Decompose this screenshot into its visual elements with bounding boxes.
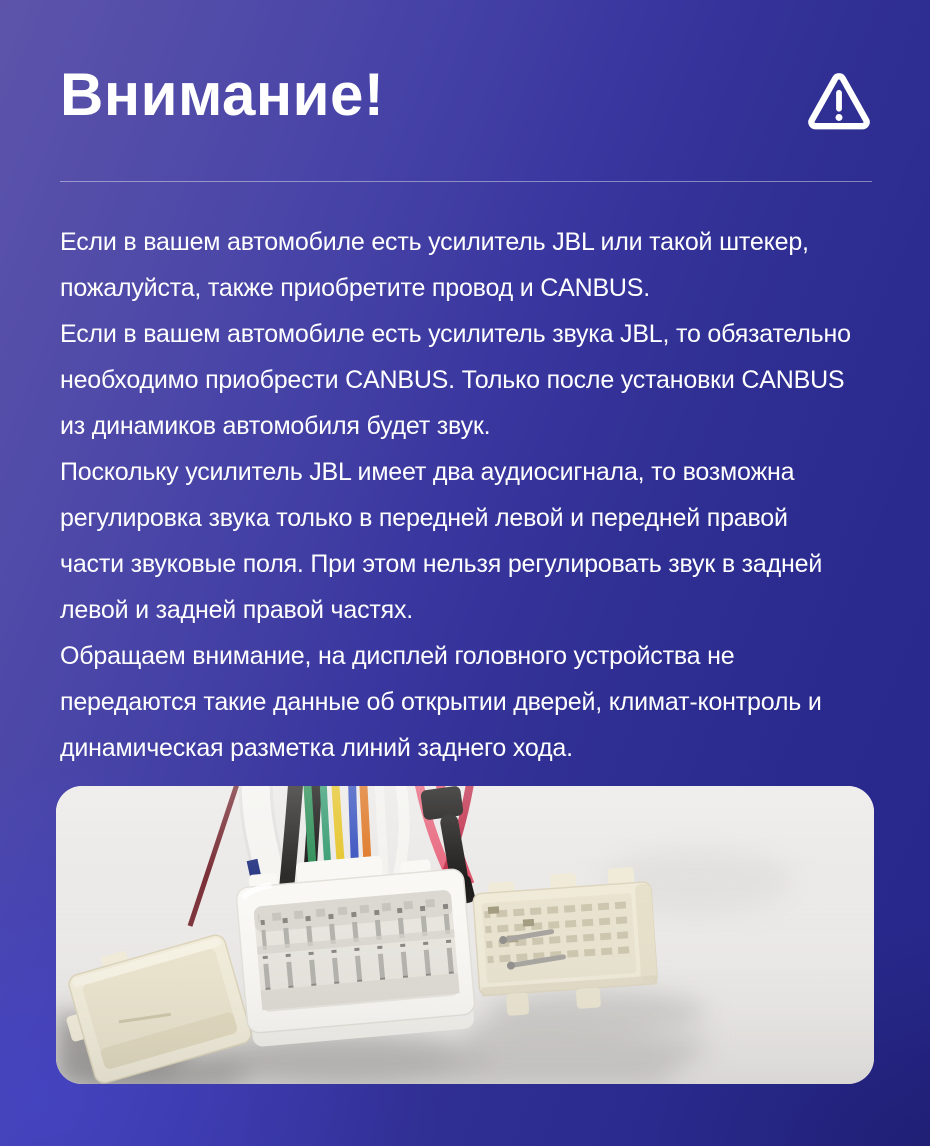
- paragraph-4: [60, 633, 886, 771]
- connectors-photo: [56, 786, 874, 1084]
- text-line: Поскольку усилитель JBL имеет два аудиосигнала, то возможна: [60, 458, 795, 486]
- warning-text: [60, 219, 886, 771]
- paragraph-2: [60, 311, 886, 449]
- paragraph-3: [60, 449, 886, 633]
- banner-header: [60, 61, 872, 137]
- photo-vignette: [56, 786, 874, 1084]
- text-line: части звуковые поля. При этом нельзя регулировать звук в задней: [60, 550, 823, 578]
- text-line: Если в вашем автомобиле есть усилитель JBL или такой штекер,: [60, 228, 809, 256]
- page-title: Внимание!: [60, 61, 385, 128]
- exclamation-dot: [836, 114, 843, 121]
- text-line: из динамиков автомобиля будет звук.: [60, 412, 491, 440]
- text-line: динамическая разметка линий заднего хода.: [60, 734, 573, 762]
- text-line: необходимо приобрести CANBUS. Только после установки CANBUS: [60, 366, 845, 394]
- divider: [60, 181, 872, 182]
- warning-triangle-icon: [806, 70, 872, 137]
- text-line: передаются такие данные об открытии дверей, климат-контроль и: [60, 688, 822, 716]
- text-line: пожалуйста, также приобретите провод и CANBUS.: [60, 274, 651, 302]
- text-line: Обращаем внимание, на дисплей головного устройства не: [60, 642, 735, 670]
- paragraph-1: [60, 219, 886, 311]
- text-line: регулировка звука только в передней левой и передней правой: [60, 504, 788, 532]
- text-line: Если в вашем автомобиле есть усилитель звука JBL, то обязательно: [60, 320, 851, 348]
- text-line: левой и задней правой частях.: [60, 596, 414, 624]
